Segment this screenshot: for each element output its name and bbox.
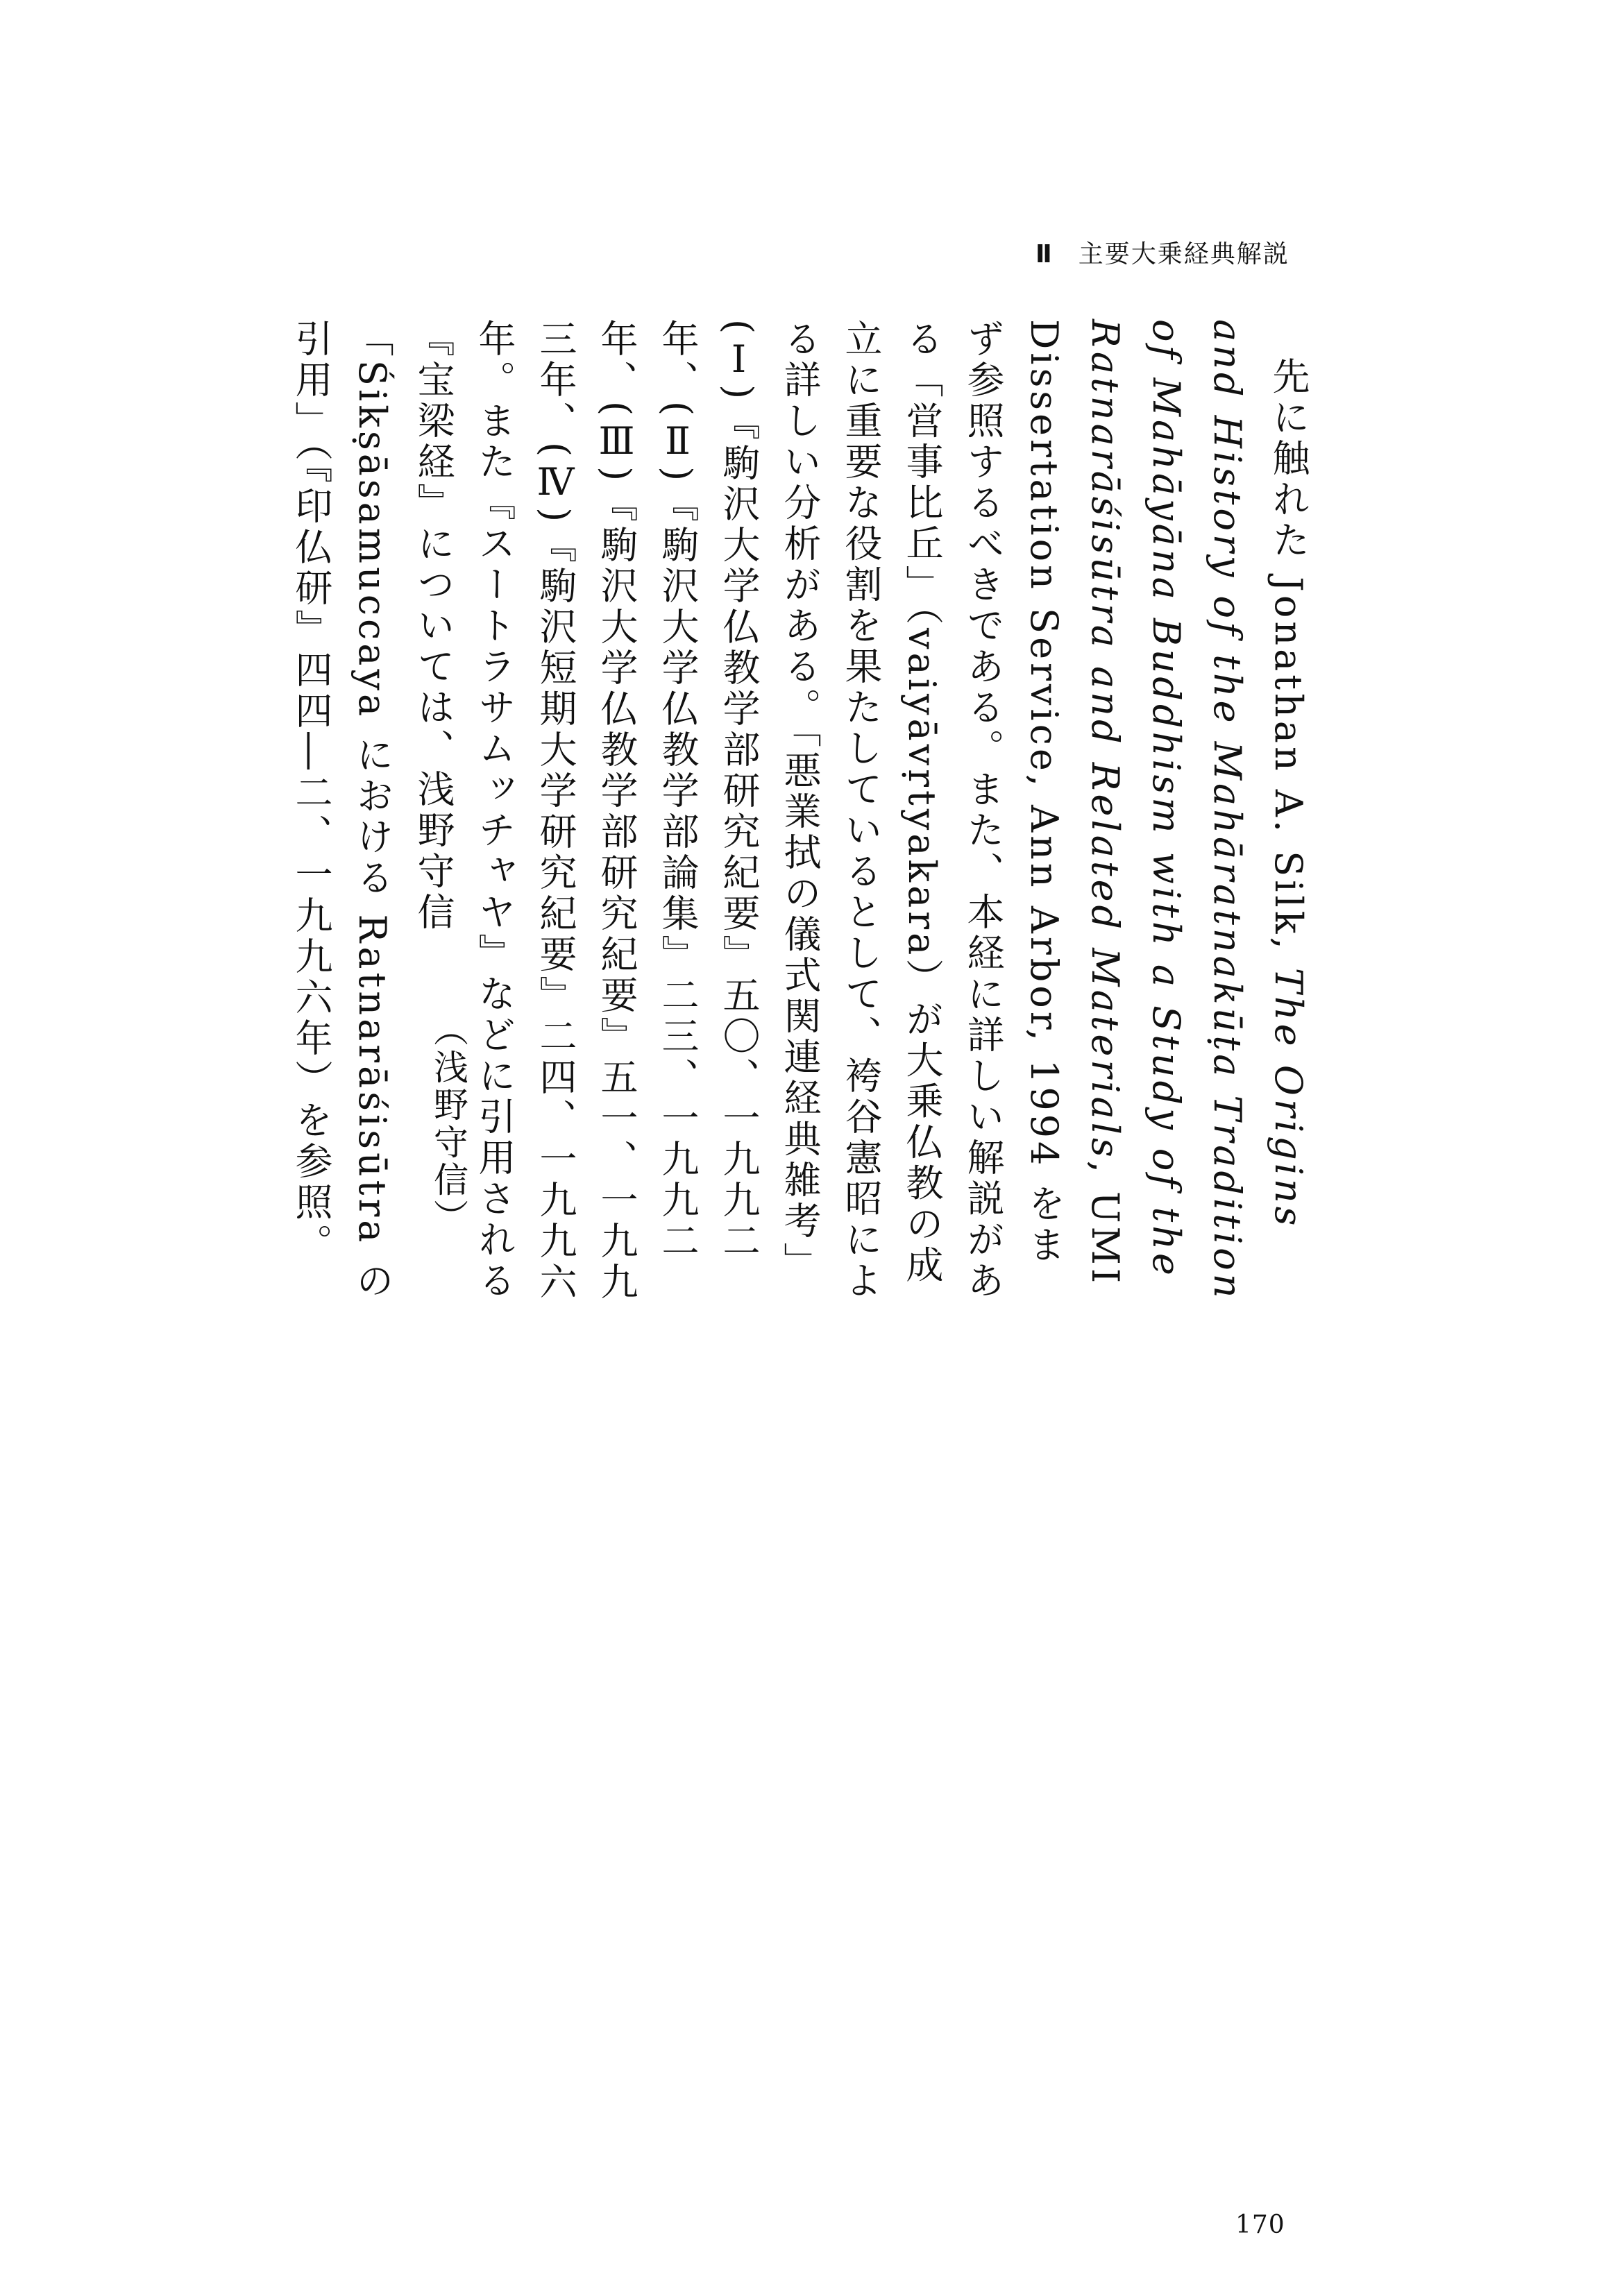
chapter-title: 主要大乗経典解説 bbox=[1078, 240, 1289, 269]
chapter-number: Ⅱ bbox=[1035, 240, 1054, 269]
page-number: 170 bbox=[1235, 2211, 1285, 2239]
paragraph-text-rest: , UMI Dissertation Service, Ann Arbor, 1994 をまず参照するべきである。また、本経に詳しい解説がある「営事比丘」（vaiyāvṛtyakara）が大乗仏教の成立に重要な役割を果たしているとして、袴谷憲昭による詳しい分析がある。「悪業拭の儀式関連経典雑考」(Ⅰ)『駒沢大学仏教学部研究紀要』五〇、一九九二年、(Ⅱ)『駒沢大学仏教学部論集』二三、一九九二年、(Ⅲ)『駒沢大学仏教学部研究紀要』五一、一九九三年、(Ⅳ)『駒沢短期大学研究紀要』二四、一九九六年。また『スートラサムッチャヤ』などに引用される『宝梁経』については、浅野守信「Śikṣāsamuccaya における Ratnarāśisūtra の引用」（『印仏研』四四―二、一九九六年）を参照。 bbox=[289, 319, 1127, 1304]
running-head bbox=[1035, 235, 1289, 270]
book-title: The Origins and History of the Mahāratnakūṭa Tradition of Mahāyāna Buddhism with a Study of the Ratnarāśisūtra and Related Materials bbox=[1083, 319, 1310, 1302]
paragraph-text-lead: 先に触れた Jonathan A. Silk, bbox=[1267, 357, 1310, 968]
author-signature: （浅野守信） bbox=[428, 1012, 468, 1236]
